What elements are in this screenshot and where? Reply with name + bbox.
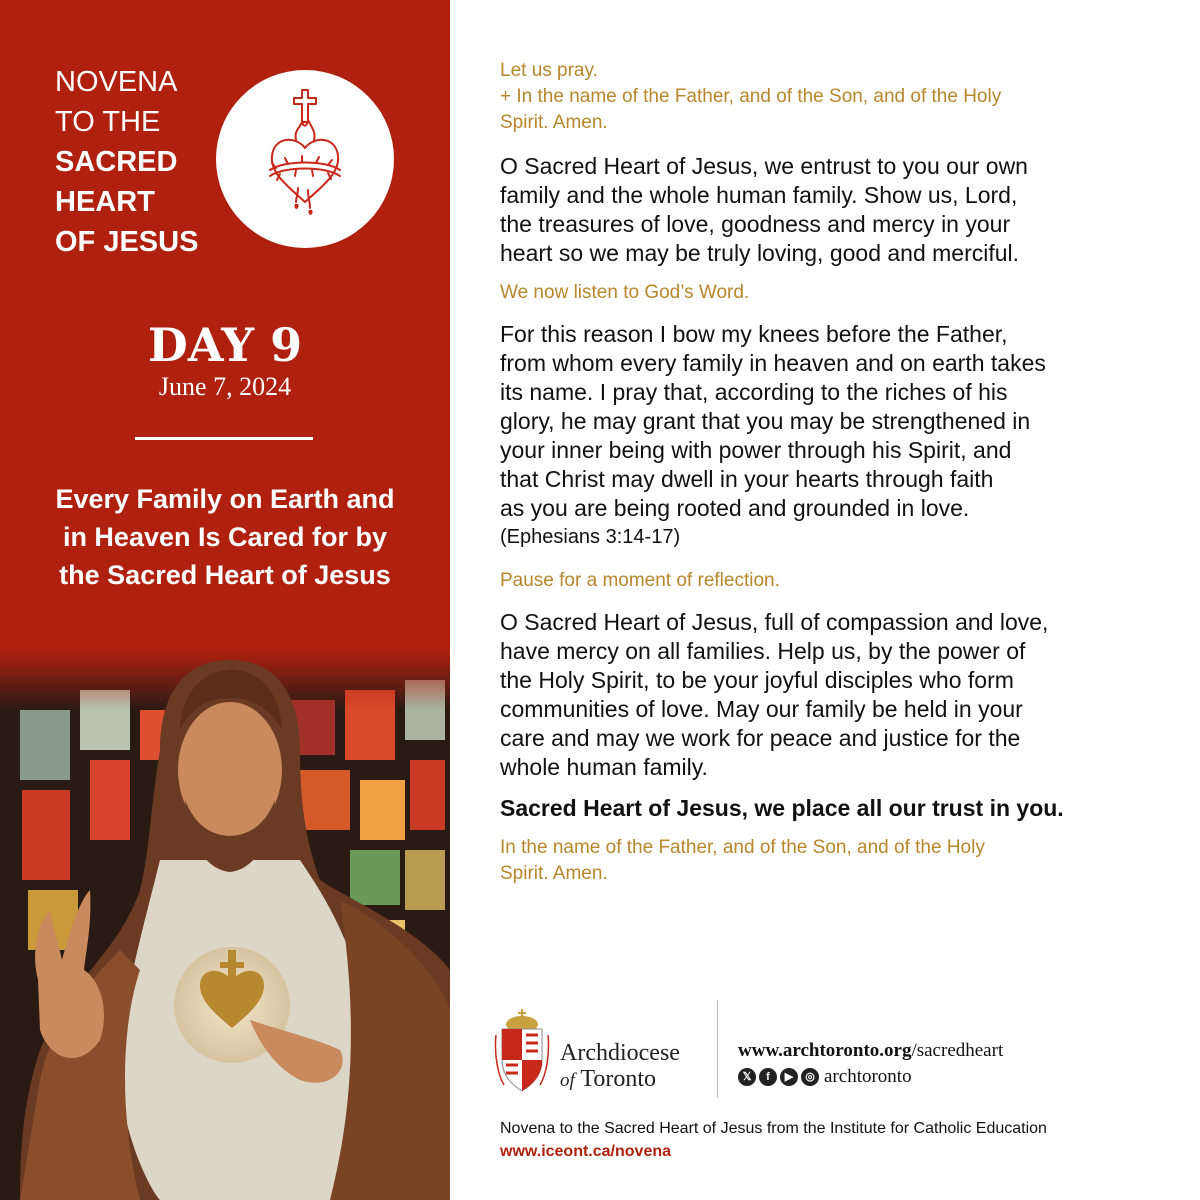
opening-prayer — [500, 152, 1160, 268]
doxology-line: Spirit. Amen. — [500, 863, 608, 884]
social-handle: archtoronto — [824, 1066, 912, 1087]
doxology — [500, 835, 1160, 887]
scripture-line: as you are being rooted and grounded in love. — [500, 495, 970, 521]
title-line: NOVENA — [55, 66, 178, 98]
title-line: SACRED — [55, 146, 178, 178]
archdiocese-name-line: Archdiocese — [560, 1040, 680, 1066]
scripture-line: your inner being with power through his Spirit, and — [500, 437, 1012, 463]
prayer-line: the treasures of love, goodness and mercy in your — [500, 211, 1011, 237]
scripture-line: its name. I pray that, according to the riches of his — [500, 379, 1008, 405]
day-date: June 7, 2024 — [158, 372, 292, 401]
facebook-icon[interactable]: f — [759, 1068, 777, 1086]
title-line: TO THE — [55, 106, 161, 138]
scripture-line: For this reason I bow my knees before the Father, — [500, 321, 1008, 347]
prayer-line: care and may we work for peace and justice for the — [500, 725, 1021, 751]
archdiocese-place: Toronto — [580, 1066, 657, 1092]
day-number: DAY 9 — [147, 318, 303, 372]
youtube-icon[interactable]: ▶ — [780, 1068, 798, 1086]
scripture-line: glory, he may grant that you may be strengthened in — [500, 408, 1031, 434]
intro-cue: Let us pray. — [500, 60, 598, 81]
prayer-line: O Sacred Heart of Jesus, we entrust to you our own — [500, 153, 1028, 179]
trust-line: Sacred Heart of Jesus, we place all our trust in you. — [500, 795, 1064, 821]
novena-title — [55, 62, 198, 262]
archdiocese-of: of — [560, 1070, 575, 1091]
prayer-line: whole human family. — [500, 754, 708, 780]
prayer-text — [500, 58, 1160, 887]
prayer-line: have mercy on all families. Help us, by the power of — [500, 638, 1026, 664]
theme-line: Every Family on Earth and — [55, 484, 395, 514]
archdiocese-name — [560, 1040, 680, 1094]
x-icon[interactable]: 𝕏 — [738, 1068, 756, 1086]
left-banner — [0, 0, 450, 1200]
invocation-line: Spirit. Amen. — [500, 112, 608, 133]
social-links — [738, 1066, 912, 1086]
scripture-line: that Christ may dwell in your hearts through faith — [500, 466, 994, 492]
archdiocese-place-line — [560, 1066, 680, 1094]
scripture-line: from whom every family in heaven and on earth takes — [500, 350, 1046, 376]
theme-line: the Sacred Heart of Jesus — [59, 560, 391, 590]
footer-divider — [717, 1000, 718, 1098]
invocation — [500, 84, 1160, 136]
closing-prayer — [500, 608, 1160, 782]
day-theme — [20, 480, 430, 594]
sacred-heart-icon — [216, 70, 394, 248]
prayer-line: heart so we may be truly loving, good and merciful. — [500, 240, 1020, 266]
footer-link[interactable]: www.iceont.ca/novena — [500, 1143, 672, 1160]
footer-credit: Novena to the Sacred Heart of Jesus from the Institute for Catholic Education — [500, 1120, 1047, 1137]
divider-rule — [135, 437, 313, 440]
word-cue: We now listen to God’s Word. — [500, 282, 750, 303]
website-domain: www.archtoronto.org — [738, 1040, 912, 1061]
title-line: OF JESUS — [55, 226, 199, 258]
scripture-reading — [500, 320, 1160, 523]
prayer-line: family and the whole human family. Show us, Lord, — [500, 182, 1018, 208]
archdiocese-crest-icon — [492, 1005, 552, 1095]
title-line: HEART — [55, 186, 155, 218]
doxology-line: In the name of the Father, and of the Son, and of the Holy — [500, 837, 985, 858]
reflection-cue: Pause for a moment of reflection. — [500, 570, 780, 591]
scripture-citation: (Ephesians 3:14-17) — [500, 526, 681, 548]
invocation-line: + In the name of the Father, and of the Son, and of the Holy — [500, 86, 1002, 107]
prayer-line: O Sacred Heart of Jesus, full of compassion and love, — [500, 609, 1049, 635]
instagram-icon[interactable]: ◎ — [801, 1068, 819, 1086]
website-path: /sacredheart — [911, 1040, 1004, 1061]
theme-line: in Heaven Is Cared for by — [62, 522, 388, 552]
sacred-heart-emblem — [216, 70, 394, 248]
prayer-line: communities of love. May our family be held in your — [500, 696, 1023, 722]
website-link[interactable] — [738, 1040, 1003, 1062]
sacred-heart-statue-image — [0, 650, 450, 1200]
prayer-line: the Holy Spirit, to be your joyful disciples who form — [500, 667, 1014, 693]
